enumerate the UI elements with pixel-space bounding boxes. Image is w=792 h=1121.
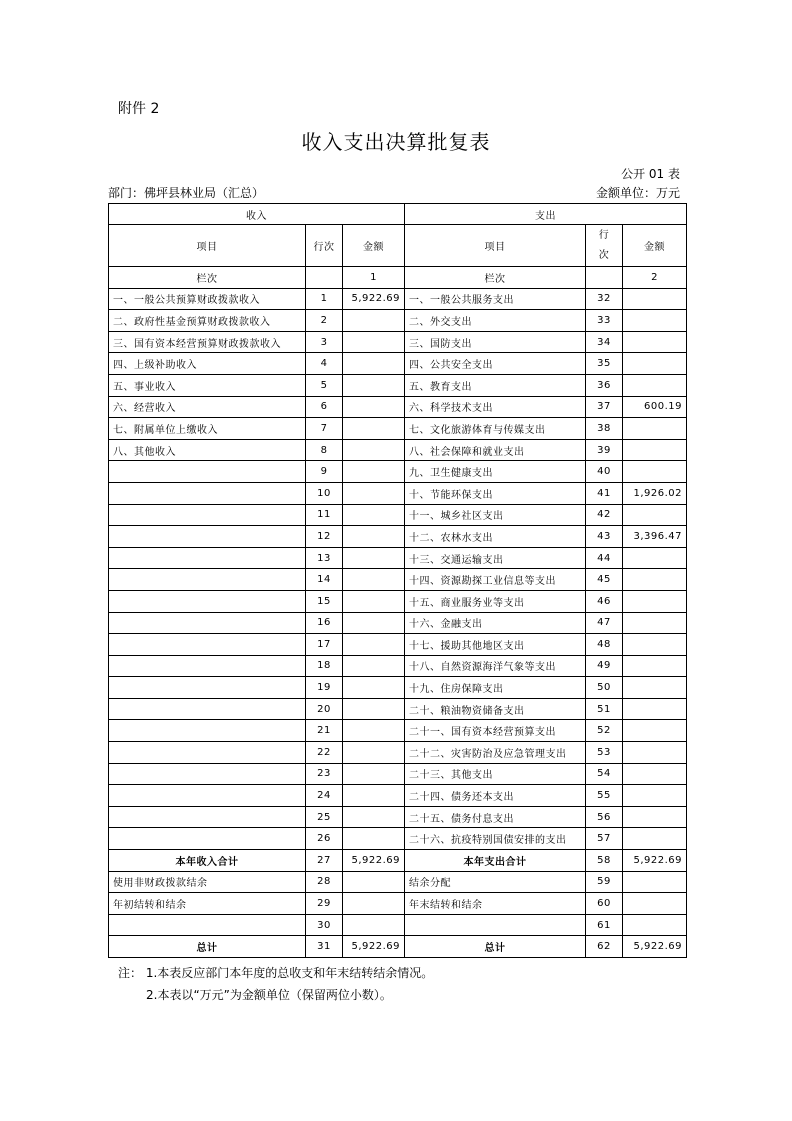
expense-item-cell: 十二、农林水支出 <box>405 526 586 548</box>
table-row <box>109 418 687 440</box>
expense-item-cell: 三、国防支出 <box>405 331 586 353</box>
expense-amount-cell: 5,922.69 <box>623 936 687 958</box>
expense-item-cell <box>405 914 586 936</box>
income-item-cell: 使用非财政拨款结余 <box>109 871 306 893</box>
column-header-row <box>109 225 687 267</box>
expense-item-cell: 二十六、抗疫特别国债安排的支出 <box>405 828 586 850</box>
income-item-cell: 总计 <box>109 936 306 958</box>
table-row <box>109 547 687 569</box>
income-row-num-cell: 23 <box>306 763 343 785</box>
income-item-cell: 三、国有资本经营预算财政拨款收入 <box>109 331 306 353</box>
income-amount-cell <box>343 526 405 548</box>
income-amount-cell <box>343 612 405 634</box>
expense-row-num-cell: 58 <box>586 850 623 872</box>
table-row <box>109 655 687 677</box>
expense-row-num-cell: 43 <box>586 526 623 548</box>
income-column-number: 1 <box>343 267 405 289</box>
income-amount-cell <box>343 396 405 418</box>
income-item-cell <box>109 720 306 742</box>
expense-amount-cell <box>623 914 687 936</box>
note-text-2: 2.本表以“万元”为金额单位（保留两位小数）。 <box>146 988 392 1002</box>
expense-amount-cell <box>623 504 687 526</box>
expense-amount-cell <box>623 461 687 483</box>
expense-row-num-cell: 47 <box>586 612 623 634</box>
income-expense-table <box>108 203 687 958</box>
expense-row-num-cell: 48 <box>586 634 623 656</box>
income-item-cell <box>109 698 306 720</box>
table-row <box>109 288 687 310</box>
income-row-num-cell: 31 <box>306 936 343 958</box>
table-row <box>109 353 687 375</box>
expense-item-cell: 二十五、债务付息支出 <box>405 806 586 828</box>
expense-amount-cell <box>623 331 687 353</box>
income-row-num-cell: 8 <box>306 439 343 461</box>
table-row <box>109 871 687 893</box>
expense-amount-cell <box>623 720 687 742</box>
note-text-1: 1.本表反应部门本年度的总收支和年末结转结余情况。 <box>145 966 434 980</box>
expense-row-num-cell: 36 <box>586 374 623 396</box>
income-amount-cell <box>343 655 405 677</box>
table-row <box>109 914 687 936</box>
income-amount-cell <box>343 893 405 915</box>
expense-amount-cell <box>623 763 687 785</box>
form-code: 公开 01 表 <box>621 167 680 181</box>
expense-item-cell: 十五、商业服务业等支出 <box>405 590 586 612</box>
table-row <box>109 850 687 872</box>
income-row-num-cell: 24 <box>306 785 343 807</box>
expense-row-num-cell: 61 <box>586 914 623 936</box>
expense-row-num-cell: 37 <box>586 396 623 418</box>
income-amount-cell <box>343 547 405 569</box>
income-row-num-header: 行次 <box>306 225 343 267</box>
income-row-num-cell: 30 <box>306 914 343 936</box>
income-row-num-cell: 26 <box>306 828 343 850</box>
income-amount-cell <box>343 914 405 936</box>
expense-item-cell: 二十四、债务还本支出 <box>405 785 586 807</box>
expense-amount-cell <box>623 634 687 656</box>
income-row-num-cell: 3 <box>306 331 343 353</box>
income-item-cell: 二、政府性基金预算财政拨款收入 <box>109 310 306 332</box>
income-item-cell <box>109 828 306 850</box>
income-row-num-cell: 21 <box>306 720 343 742</box>
income-amount-cell <box>343 504 405 526</box>
expense-amount-cell <box>623 871 687 893</box>
income-amount-cell <box>343 720 405 742</box>
expense-item-cell: 二十二、灾害防治及应急管理支出 <box>405 742 586 764</box>
table-row <box>109 461 687 483</box>
expense-amount-cell <box>623 698 687 720</box>
table-row <box>109 396 687 418</box>
expense-row-num-cell: 53 <box>586 742 623 764</box>
income-item-cell <box>109 914 306 936</box>
expense-row-num-cell: 56 <box>586 806 623 828</box>
expense-row-num-cell: 50 <box>586 677 623 699</box>
expense-amount-cell <box>623 742 687 764</box>
income-item-cell <box>109 461 306 483</box>
expense-item-cell: 九、卫生健康支出 <box>405 461 586 483</box>
income-row-num-cell: 16 <box>306 612 343 634</box>
income-row-num-cell: 9 <box>306 461 343 483</box>
income-item-cell: 四、上级补助收入 <box>109 353 306 375</box>
income-row-num-cell: 17 <box>306 634 343 656</box>
expense-row-num-cell: 42 <box>586 504 623 526</box>
income-item-cell: 六、经营收入 <box>109 396 306 418</box>
expense-row-num-header <box>586 225 623 267</box>
expense-item-cell: 二十三、其他支出 <box>405 763 586 785</box>
income-row-num-cell: 15 <box>306 590 343 612</box>
income-row-num-cell: 11 <box>306 504 343 526</box>
table-row <box>109 763 687 785</box>
expense-item-cell: 七、文化旅游体育与传媒支出 <box>405 418 586 440</box>
income-item-cell <box>109 742 306 764</box>
page-title: 收入支出决算批复表 <box>301 130 491 154</box>
row-num-top: 行 <box>598 229 610 241</box>
income-row-num-cell: 19 <box>306 677 343 699</box>
income-amount-cell <box>343 742 405 764</box>
income-item-cell <box>109 763 306 785</box>
income-row-num-cell: 1 <box>306 288 343 310</box>
income-amount-cell <box>343 439 405 461</box>
expense-item-cell: 十一、城乡社区支出 <box>405 504 586 526</box>
income-item-header: 项目 <box>109 225 306 267</box>
table-row <box>109 504 687 526</box>
table-row <box>109 482 687 504</box>
income-row-num-cell: 20 <box>306 698 343 720</box>
income-amount-cell <box>343 871 405 893</box>
income-amount-cell <box>343 634 405 656</box>
income-item-cell: 七、附属单位上缴收入 <box>109 418 306 440</box>
table-row <box>109 439 687 461</box>
income-row-num-cell: 4 <box>306 353 343 375</box>
expense-row-num-cell: 32 <box>586 288 623 310</box>
income-row-num-cell: 10 <box>306 482 343 504</box>
income-row-num-cell: 28 <box>306 871 343 893</box>
expense-row-num-cell: 40 <box>586 461 623 483</box>
table-row <box>109 526 687 548</box>
table-row <box>109 806 687 828</box>
income-item-cell <box>109 655 306 677</box>
table-row <box>109 893 687 915</box>
expense-item-cell: 二十一、国有资本经营预算支出 <box>405 720 586 742</box>
income-item-cell <box>109 612 306 634</box>
income-amount-cell <box>343 828 405 850</box>
expense-amount-cell <box>623 418 687 440</box>
expense-item-cell: 六、科学技术支出 <box>405 396 586 418</box>
expense-amount-cell <box>623 677 687 699</box>
expense-item-cell: 二十、粮油物资储备支出 <box>405 698 586 720</box>
income-amount-cell: 5,922.69 <box>343 288 405 310</box>
expense-row-num-cell: 51 <box>586 698 623 720</box>
expense-amount-cell <box>623 893 687 915</box>
income-row-num-cell: 14 <box>306 569 343 591</box>
expense-column-label: 栏次 <box>405 267 586 289</box>
expense-row-num-cell: 39 <box>586 439 623 461</box>
expense-item-cell: 本年支出合计 <box>405 850 586 872</box>
expense-amount-cell <box>623 612 687 634</box>
expense-row-num-cell: 41 <box>586 482 623 504</box>
table-row <box>109 677 687 699</box>
table-row <box>109 936 687 958</box>
expense-item-cell: 五、教育支出 <box>405 374 586 396</box>
expense-item-cell: 十六、金融支出 <box>405 612 586 634</box>
table-row <box>109 698 687 720</box>
expense-amount-cell <box>623 374 687 396</box>
expense-amount-cell <box>623 655 687 677</box>
income-item-cell <box>109 482 306 504</box>
income-amount-cell <box>343 353 405 375</box>
income-amount-cell <box>343 331 405 353</box>
income-item-cell <box>109 785 306 807</box>
income-item-cell <box>109 634 306 656</box>
table-row <box>109 331 687 353</box>
expense-amount-cell <box>623 353 687 375</box>
table-row <box>109 310 687 332</box>
column-index-row <box>109 267 687 289</box>
income-row-num-cell: 22 <box>306 742 343 764</box>
expense-amount-cell <box>623 828 687 850</box>
table-row <box>109 374 687 396</box>
income-row-num-cell: 7 <box>306 418 343 440</box>
income-amount-cell: 5,922.69 <box>343 850 405 872</box>
income-section-header: 收入 <box>109 204 405 225</box>
table-row <box>109 590 687 612</box>
income-item-cell: 本年收入合计 <box>109 850 306 872</box>
expense-amount-cell <box>623 439 687 461</box>
expense-item-cell: 年末结转和结余 <box>405 893 586 915</box>
table-row <box>109 720 687 742</box>
expense-item-cell: 十、节能环保支出 <box>405 482 586 504</box>
expense-row-num-cell: 59 <box>586 871 623 893</box>
income-item-cell: 年初结转和结余 <box>109 893 306 915</box>
income-item-cell <box>109 677 306 699</box>
expense-row-num-cell: 49 <box>586 655 623 677</box>
expense-amount-cell <box>623 785 687 807</box>
expense-row-num-cell: 57 <box>586 828 623 850</box>
income-amount-cell <box>343 310 405 332</box>
table-row <box>109 828 687 850</box>
expense-amount-cell <box>623 806 687 828</box>
note-label: 注： <box>118 966 143 980</box>
income-row-num-cell: 18 <box>306 655 343 677</box>
row-num-bottom: 次 <box>598 249 610 261</box>
income-item-cell <box>109 526 306 548</box>
expense-row-num-cell: 55 <box>586 785 623 807</box>
income-row-num-cell: 13 <box>306 547 343 569</box>
expense-row-num-cell: 62 <box>586 936 623 958</box>
expense-item-cell: 结余分配 <box>405 871 586 893</box>
expense-column-number: 2 <box>623 267 687 289</box>
expense-item-header: 项目 <box>405 225 586 267</box>
expense-item-cell: 十七、援助其他地区支出 <box>405 634 586 656</box>
note-line-1 <box>118 962 433 984</box>
expense-item-cell: 一、一般公共服务支出 <box>405 288 586 310</box>
income-amount-cell <box>343 785 405 807</box>
income-column-label: 栏次 <box>109 267 306 289</box>
income-amount-cell <box>343 461 405 483</box>
income-amount-cell <box>343 482 405 504</box>
table-row <box>109 634 687 656</box>
empty-cell <box>306 267 343 289</box>
expense-item-cell: 总计 <box>405 936 586 958</box>
table-row <box>109 785 687 807</box>
expense-row-num-cell: 34 <box>586 331 623 353</box>
department-label: 部门：佛坪县林业局（汇总） <box>108 186 265 200</box>
income-item-cell <box>109 590 306 612</box>
expense-amount-cell <box>623 590 687 612</box>
expense-section-header: 支出 <box>405 204 687 225</box>
section-header-row <box>109 204 687 225</box>
expense-item-cell: 八、社会保障和就业支出 <box>405 439 586 461</box>
income-item-cell: 一、一般公共预算财政拨款收入 <box>109 288 306 310</box>
income-item-cell <box>109 547 306 569</box>
income-row-num-cell: 6 <box>306 396 343 418</box>
income-item-cell <box>109 569 306 591</box>
table-row <box>109 742 687 764</box>
expense-amount-cell <box>623 288 687 310</box>
table-row <box>109 612 687 634</box>
expense-amount-cell <box>623 310 687 332</box>
income-row-num-cell: 25 <box>306 806 343 828</box>
expense-amount-cell: 1,926.02 <box>623 482 687 504</box>
expense-row-num-cell: 46 <box>586 590 623 612</box>
expense-item-cell: 二、外交支出 <box>405 310 586 332</box>
expense-row-num-cell: 52 <box>586 720 623 742</box>
expense-amount-cell <box>623 547 687 569</box>
expense-item-cell: 十三、交通运输支出 <box>405 547 586 569</box>
income-amount-cell <box>343 763 405 785</box>
expense-row-num-cell: 38 <box>586 418 623 440</box>
expense-row-num-cell: 60 <box>586 893 623 915</box>
income-row-num-cell: 27 <box>306 850 343 872</box>
income-item-cell <box>109 806 306 828</box>
expense-amount-cell <box>623 569 687 591</box>
income-amount-cell <box>343 698 405 720</box>
income-row-num-cell: 29 <box>306 893 343 915</box>
income-item-cell <box>109 504 306 526</box>
income-row-num-cell: 12 <box>306 526 343 548</box>
income-item-cell: 八、其他收入 <box>109 439 306 461</box>
income-amount-cell <box>343 590 405 612</box>
expense-row-num-cell: 33 <box>586 310 623 332</box>
income-amount-cell: 5,922.69 <box>343 936 405 958</box>
expense-row-num-cell: 45 <box>586 569 623 591</box>
income-item-cell: 五、事业收入 <box>109 374 306 396</box>
income-row-num-cell: 5 <box>306 374 343 396</box>
expense-amount-header: 金额 <box>623 225 687 267</box>
expense-amount-cell: 3,396.47 <box>623 526 687 548</box>
expense-item-cell: 四、公共安全支出 <box>405 353 586 375</box>
expense-amount-cell: 5,922.69 <box>623 850 687 872</box>
income-row-num-cell: 2 <box>306 310 343 332</box>
expense-item-cell: 十四、资源勘探工业信息等支出 <box>405 569 586 591</box>
expense-row-num-cell: 44 <box>586 547 623 569</box>
attachment-label: 附件 2 <box>118 101 160 117</box>
income-amount-cell <box>343 418 405 440</box>
expense-amount-cell: 600.19 <box>623 396 687 418</box>
expense-item-cell: 十九、住房保障支出 <box>405 677 586 699</box>
expense-row-num-cell: 54 <box>586 763 623 785</box>
table-row <box>109 569 687 591</box>
income-amount-cell <box>343 569 405 591</box>
income-amount-cell <box>343 374 405 396</box>
expense-item-cell: 十八、自然资源海洋气象等支出 <box>405 655 586 677</box>
notes <box>118 962 433 1006</box>
empty-cell <box>586 267 623 289</box>
note-line-2 <box>118 984 433 1006</box>
expense-row-num-cell: 35 <box>586 353 623 375</box>
income-amount-cell <box>343 806 405 828</box>
income-amount-cell <box>343 677 405 699</box>
amount-unit-label: 金额单位：万元 <box>595 186 680 200</box>
income-amount-header: 金额 <box>343 225 405 267</box>
